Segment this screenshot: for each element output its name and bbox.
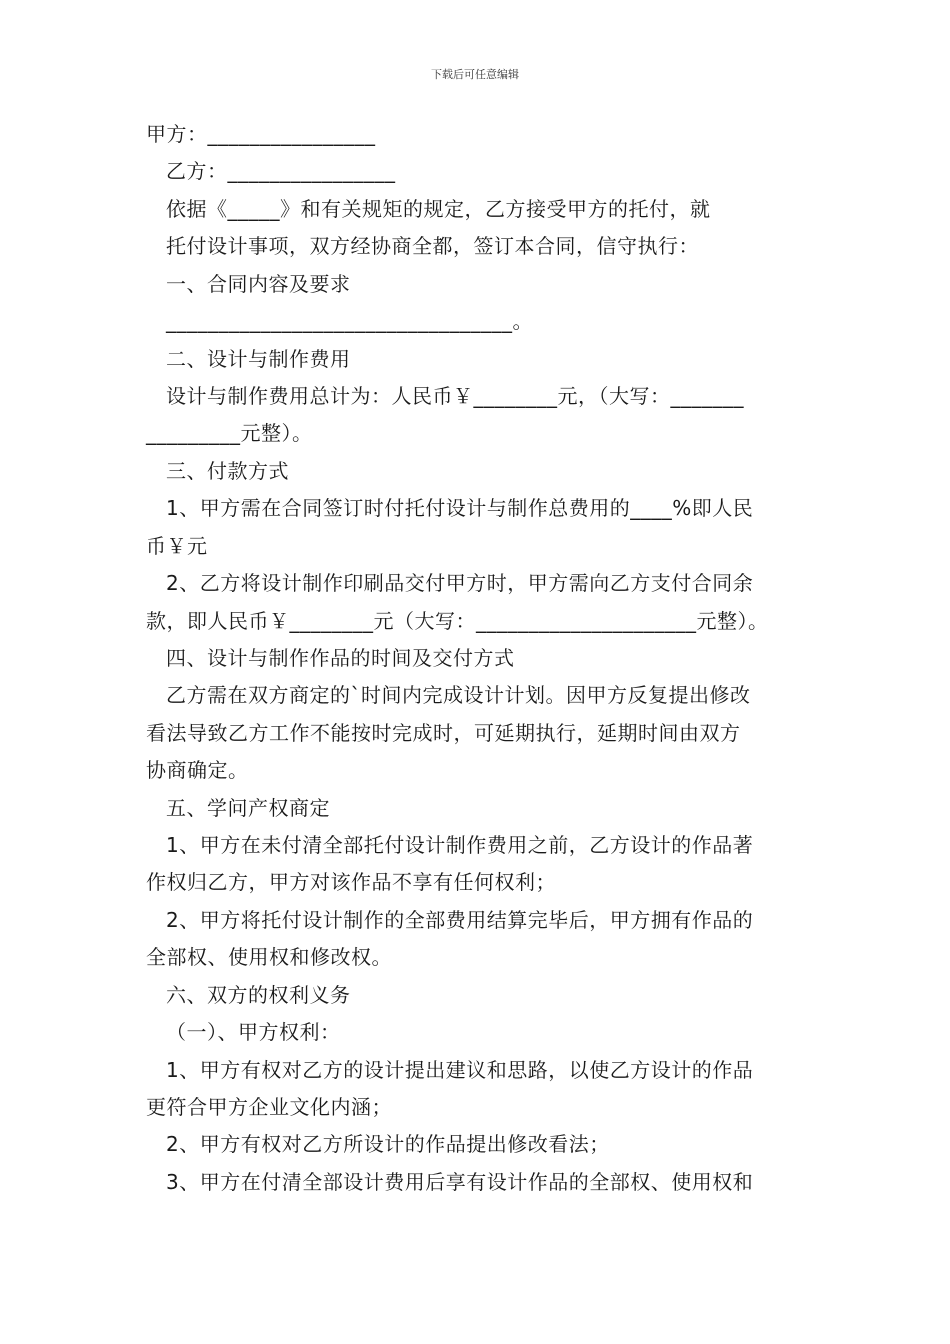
section-heading-1: 一、合同内容及要求 [166,272,351,296]
ip-clause-1-line-1: 1、甲方在未付清全部托付设计制作费用之前，乙方设计的作品著 [166,833,754,857]
section-heading-3: 三、付款方式 [166,459,289,483]
payment-clause-2-line-1: 2、乙方将设计制作印刷品交付甲方时，甲方需向乙方支付合同余 [166,571,754,595]
ip-clause-1-line-2: 作权归乙方，甲方对该作品不享有任何权利； [146,870,556,894]
section-heading-4: 四、设计与制作作品的时间及交付方式 [166,646,515,670]
schedule-line-2: 看法导致乙方工作不能按时完成时，可延期执行，延期时间由双方 [146,721,741,745]
section-heading-6: 六、双方的权利义务 [166,983,351,1007]
section-heading-5: 五、学问产权商定 [166,796,330,820]
page-header-note: 下载后可任意编辑 [431,68,519,81]
preamble-line-2: 托付设计事项，双方经协商全都，签订本合同，信守执行： [166,234,699,258]
rights-clause-2: 2、甲方有权对乙方所设计的作品提出修改看法； [166,1132,610,1156]
rights-clause-1-line-2: 更符合甲方企业文化内涵； [146,1095,392,1119]
ip-clause-2-line-2: 全部权、使用权和修改权。 [146,945,392,969]
fee-total-line-1: 设计与制作费用总计为：人民币￥________元，（大写：_______ [166,384,744,408]
content-blank-line: _________________________________。 [166,309,533,333]
ip-clause-2-line-1: 2、甲方将托付设计制作的全部费用结算完毕后，甲方拥有作品的 [166,908,754,932]
preamble-line-1: 依据《_____》和有关规矩的规定，乙方接受甲方的托付，就 [166,197,711,221]
rights-clause-1-line-1: 1、甲方有权对乙方的设计提出建议和思路，以使乙方设计的作品 [166,1058,754,1082]
fee-total-line-2: _________元整）。 [146,421,313,445]
rights-clause-3-line-1: 3、甲方在付清全部设计费用后享有设计作品的全部权、使用权和 [166,1170,754,1194]
section-heading-2: 二、设计与制作费用 [166,347,351,371]
payment-clause-1-line-2: 币￥元 [146,534,208,558]
schedule-line-3: 协商确定。 [146,758,249,782]
subsection-heading-a: （一）、甲方权利： [166,1020,341,1044]
payment-clause-1-line-1: 1、甲方需在合同签订时付托付设计与制作总费用的____%即人民 [166,496,754,520]
payment-clause-2-line-2: 款，即人民币￥________元（大写：_____________________元整）。 [146,609,769,633]
party-a-line: 甲方：________________ [146,122,376,146]
schedule-line-1: 乙方需在双方商定的`时间内完成设计计划。因甲方反复提出修改 [166,683,751,707]
party-b-line: 乙方：________________ [166,159,396,183]
